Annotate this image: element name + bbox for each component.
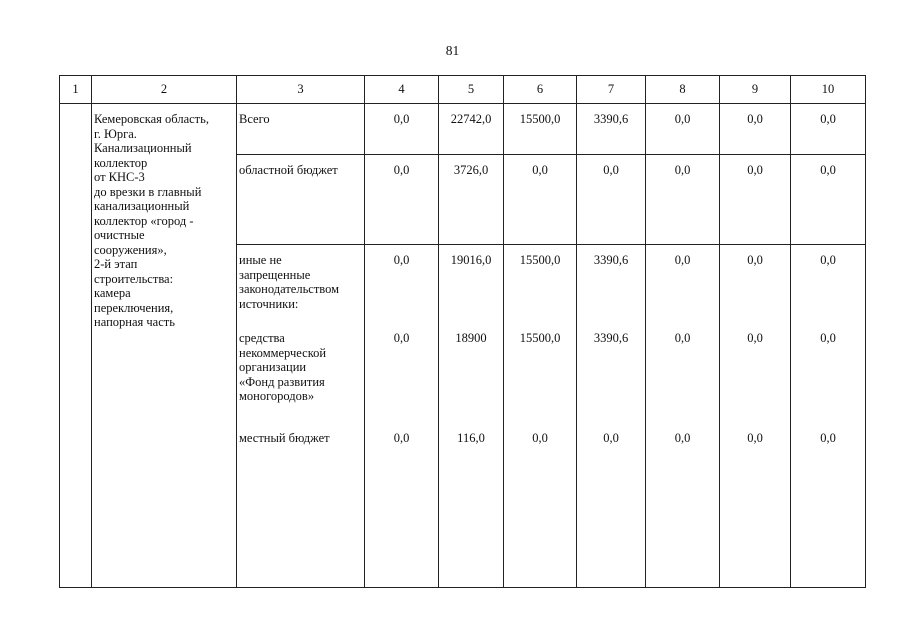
funding-source-line: организации (239, 360, 307, 374)
column-header: 6 (504, 76, 577, 104)
value-line: 18900 (455, 331, 487, 345)
value-cell: 0,0 (365, 155, 439, 245)
value-cell: 3390,6 (577, 104, 646, 155)
funding-source-block (239, 431, 362, 509)
column-header: 3 (237, 76, 365, 104)
object-description-line: коллектор «город - (94, 213, 194, 228)
value-cell: 0,0 (720, 104, 791, 155)
funding-source-line: местный бюджет (239, 431, 330, 445)
value-line: 0,0 (674, 431, 691, 445)
value-line: 19016,0 (450, 253, 492, 267)
object-description-line: напорная часть (94, 315, 175, 329)
value-cell (577, 245, 646, 588)
object-description-line: Кемеровская область, (94, 112, 209, 126)
column-header: 10 (791, 76, 866, 104)
row-index-cell (60, 104, 92, 588)
value-cell: 0,0 (365, 104, 439, 155)
value-cell: 0,0 (504, 155, 577, 245)
column-header: 1 (60, 76, 92, 104)
header-row (60, 76, 866, 104)
value-line: 15500,0 (519, 253, 561, 267)
object-description-line: г. Юрга. (94, 126, 137, 141)
value-cell: 0,0 (646, 104, 720, 155)
financing-table (59, 75, 866, 588)
funding-source-block (239, 253, 362, 331)
value-line: 0,0 (747, 331, 763, 345)
value-cell: 0,0 (577, 155, 646, 245)
value-line: 3390,6 (593, 331, 629, 345)
value-line: 0,0 (393, 253, 410, 267)
funding-source-line: Всего (239, 112, 270, 126)
funding-source-line: областной бюджет (239, 163, 338, 177)
funding-source-line: моногородов» (239, 389, 315, 403)
value-line: 0,0 (603, 431, 619, 445)
value-cell: 15500,0 (504, 104, 577, 155)
object-description-line: Канализационный (94, 141, 192, 155)
value-cell: 0,0 (720, 155, 791, 245)
funding-source-line: законодательством (239, 282, 340, 296)
value-line: 3390,6 (593, 253, 629, 267)
object-description-line: 2-й этап (94, 257, 138, 271)
value-line: 116,0 (457, 431, 485, 445)
value-line: 0,0 (674, 253, 691, 267)
column-header: 7 (577, 76, 646, 104)
value-cell (646, 245, 720, 588)
column-header: 9 (720, 76, 791, 104)
value-cell (504, 245, 577, 588)
column-header: 2 (92, 76, 237, 104)
object-description-line: строительства: (94, 271, 174, 286)
value-cell: 0,0 (791, 104, 866, 155)
object-description-line: до врезки в главный (94, 184, 202, 199)
value-cell: 3726,0 (439, 155, 504, 245)
table-row (60, 104, 866, 155)
value-cell: 0,0 (646, 155, 720, 245)
value-cell (439, 245, 504, 588)
value-line: 0,0 (393, 331, 410, 345)
object-description-line: сооружения», (94, 242, 167, 257)
object-description-line: канализационный (94, 199, 190, 213)
value-line: 15500,0 (519, 331, 561, 345)
value-cell (365, 245, 439, 588)
value-line: 0,0 (820, 331, 836, 345)
funding-source-block (239, 331, 362, 431)
funding-source-line: иные не (239, 253, 282, 267)
funding-source-cell (237, 245, 365, 588)
funding-source-line: запрещенные (239, 267, 311, 282)
object-description-line: от КНС-3 (94, 170, 145, 184)
value-cell (720, 245, 791, 588)
object-description-line: камера (94, 286, 131, 300)
object-description-line: переключения, (94, 300, 174, 315)
value-line: 0,0 (820, 431, 836, 445)
value-cell: 0,0 (791, 155, 866, 245)
column-header: 8 (646, 76, 720, 104)
value-line: 0,0 (820, 253, 836, 267)
value-line: 0,0 (393, 431, 410, 445)
object-description-cell (92, 104, 237, 588)
value-line: 0,0 (532, 431, 548, 445)
funding-source-line: источники: (239, 296, 299, 311)
column-header: 4 (365, 76, 439, 104)
object-description-line: очистные (94, 228, 145, 242)
funding-source-cell (237, 104, 365, 155)
column-header: 5 (439, 76, 504, 104)
value-line: 0,0 (674, 331, 691, 345)
funding-source-line: некоммерческой (239, 345, 327, 360)
value-line: 0,0 (747, 253, 763, 267)
funding-source-line: средства (239, 331, 285, 345)
value-line: 0,0 (747, 431, 763, 445)
funding-source-cell (237, 155, 365, 245)
value-cell: 22742,0 (439, 104, 504, 155)
value-cell (791, 245, 866, 588)
object-description-line: коллектор (94, 155, 148, 170)
page-number: 81 (445, 43, 460, 58)
funding-source-line: «Фонд развития (239, 374, 325, 389)
